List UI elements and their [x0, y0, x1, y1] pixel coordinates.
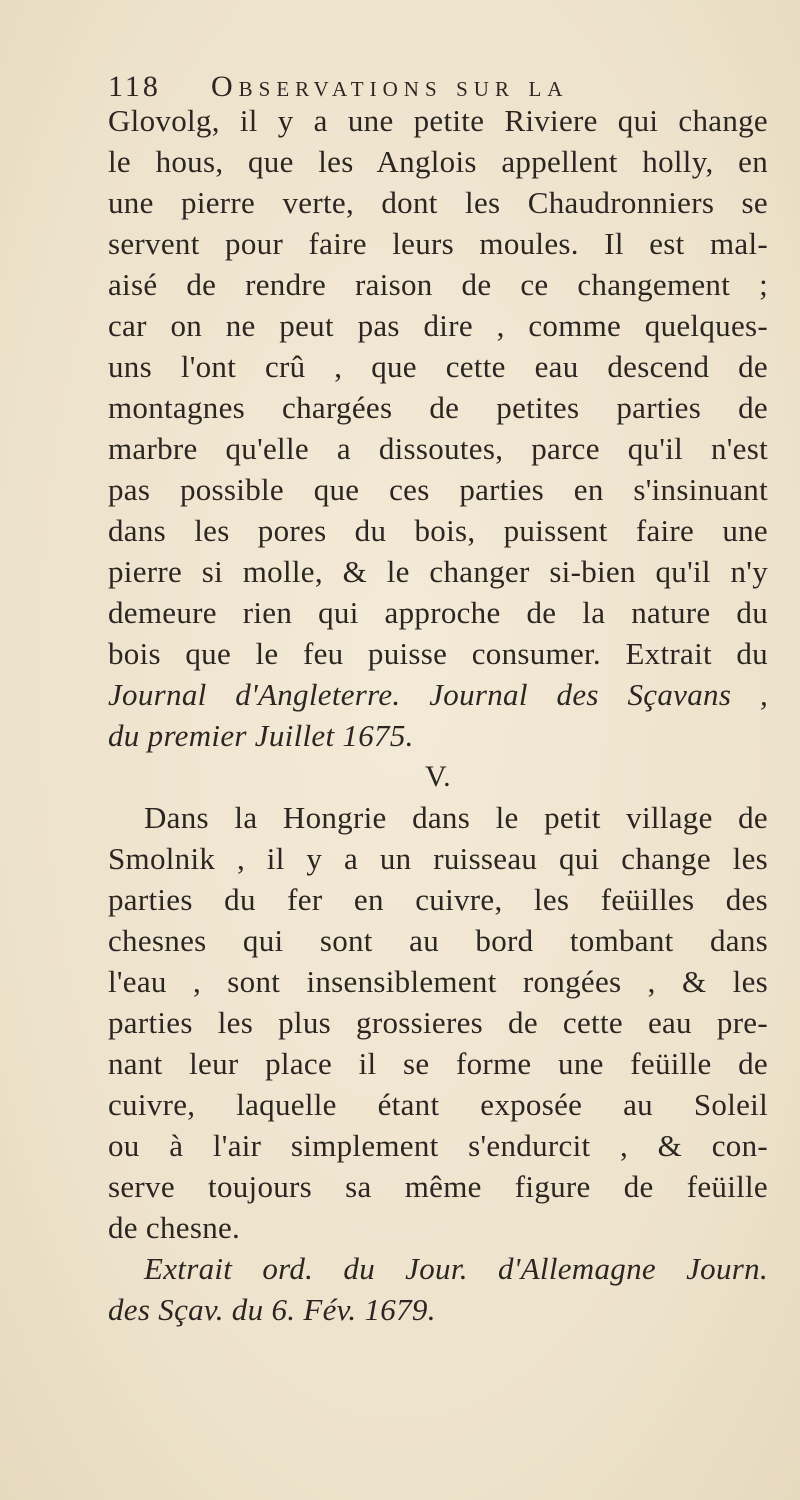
text-line: aisé de rendre raison de ce changement ; [108, 267, 768, 302]
text-line: dans les pores du bois, puissent faire une [108, 513, 768, 548]
text-line: nant leur place il se forme une feüille de [108, 1046, 768, 1081]
text-line: uns l'ont crû , que cette eau descend de [108, 349, 768, 384]
citation-line: du premier Juillet 1675. [108, 718, 414, 753]
text-line: pierre si molle, & le changer si-bien qu'il n'y [108, 554, 768, 589]
body-text [108, 100, 768, 1330]
section-numeral: V. [425, 760, 451, 793]
text-line: bois que le feu puisse consumer. Extrait du [108, 636, 768, 671]
citation-line: des Sçav. du 6. Fév. 1679. [108, 1292, 436, 1327]
text-line: de chesne. [108, 1210, 241, 1245]
text-line: l'eau , sont insensiblement rongées , & les [108, 964, 768, 999]
text-line: Dans la Hongrie dans le petit village de [144, 800, 768, 835]
text-line: parties du fer en cuivre, les feüilles des [108, 882, 768, 917]
text-line: ou à l'air simplement s'endurcit , & con- [108, 1128, 768, 1163]
page-number: 118 [108, 70, 161, 103]
text-line: parties les plus grossieres de cette eau pre- [108, 1005, 768, 1040]
text-line: cuivre, laquelle étant exposée au Soleil [108, 1087, 768, 1122]
text-line: Smolnik , il y a un ruisseau qui change les [108, 841, 768, 876]
text-line: marbre qu'elle a dissoutes, parce qu'il n'est [108, 431, 768, 466]
text-line: car on ne peut pas dire , comme quelques- [108, 308, 768, 343]
text-line: le hous, que les Anglois appellent holly, en [108, 144, 768, 179]
text-line: une pierre verte, dont les Chaudronniers se [108, 185, 768, 220]
text-line: montagnes chargées de petites parties de [108, 390, 768, 425]
text-line: demeure rien qui approche de la nature du [108, 595, 768, 630]
text-line: chesnes qui sont au bord tombant dans [108, 923, 768, 958]
text-line: Glovolg, il y a une petite Riviere qui change [108, 103, 768, 138]
citation-line: Extrait ord. du Jour. d'Allemagne Journ. [144, 1251, 768, 1286]
text-line: servent pour faire leurs moules. Il est mal- [108, 226, 768, 261]
text-line: pas possible que ces parties en s'insinuant [108, 472, 768, 507]
citation-line: Journal d'Angleterre. Journal des Sçavans , [108, 677, 768, 712]
running-title: Observations sur la [211, 70, 569, 103]
text-line: serve toujours sa même figure de feüille [108, 1169, 768, 1204]
